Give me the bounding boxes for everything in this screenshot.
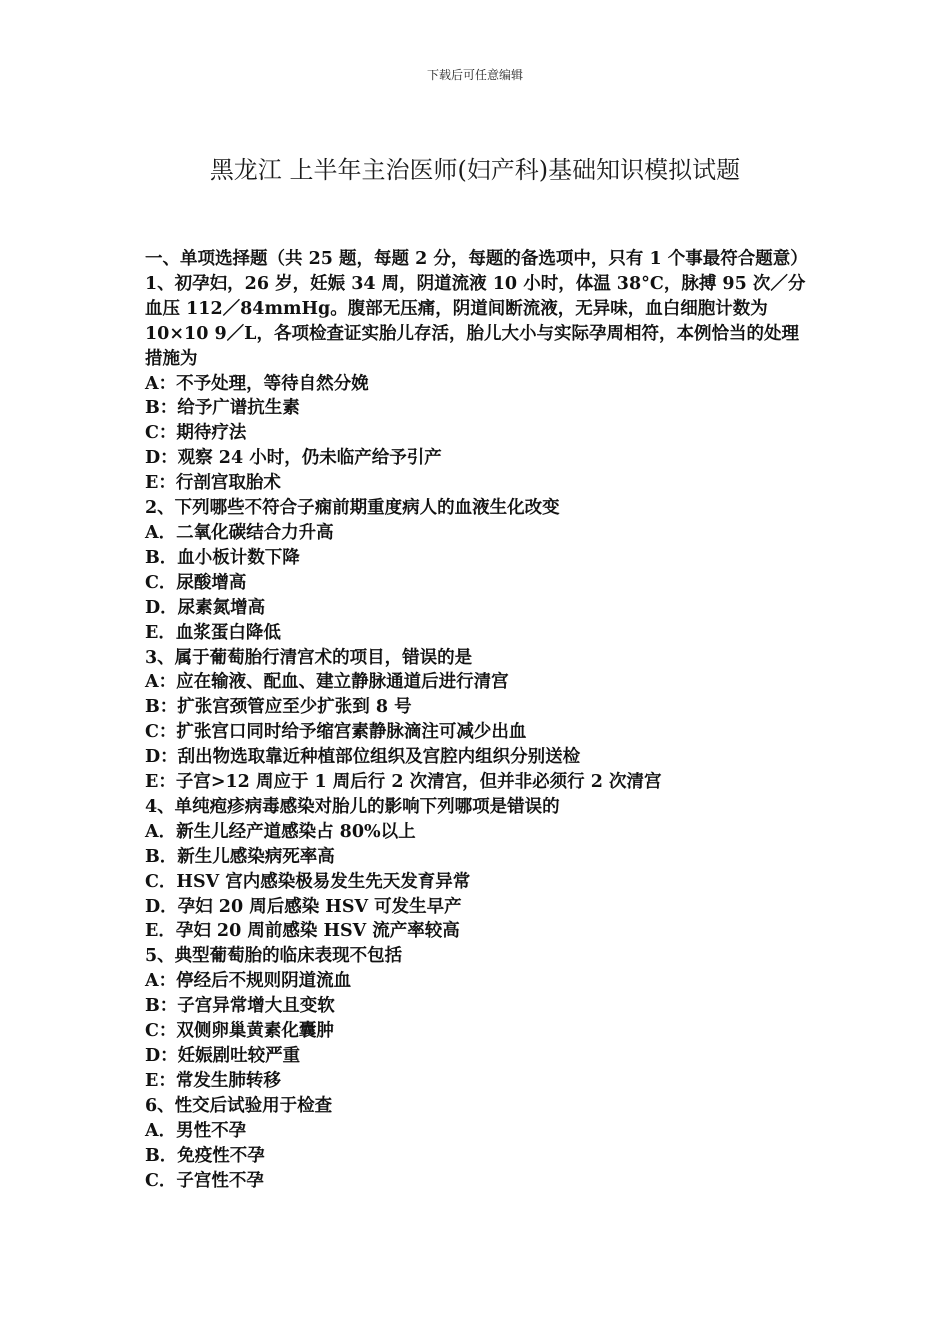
question-5: [145, 944, 810, 1093]
option-b: B．新生儿感染病死率高: [145, 846, 335, 867]
option-a: A：应在输液、配血、建立静脉通道后进行清宫: [145, 672, 509, 693]
option-e: E．孕妇 20 周前感染 HSV 流产率较高: [145, 921, 460, 942]
option-d: D．尿素氮增高: [145, 597, 266, 618]
question-6: [145, 1094, 810, 1194]
question-3: [145, 646, 810, 795]
option-c: C．HSV 宫内感染极易发生先天发育异常: [145, 871, 471, 892]
option-c: C：期待疗法: [145, 423, 247, 444]
option-b: B：子宫异常增大且变软: [145, 996, 335, 1017]
option-a: A．新生儿经产道感染占 80%以上: [145, 821, 416, 842]
option-b: B：扩张宫颈管应至少扩张到 8 号: [145, 697, 412, 718]
option-a: A．二氧化碳结合力升高: [145, 522, 334, 543]
option-b: B．免疫性不孕: [145, 1145, 265, 1166]
question-stem: 4、单纯疱疹病毒感染对胎儿的影响下列哪项是错误的: [145, 796, 560, 817]
option-c: C．尿酸增高: [145, 572, 247, 593]
option-e: E：常发生肺转移: [145, 1070, 281, 1091]
question-stem: 2、下列哪些不符合子痫前期重度病人的血液生化改变: [145, 498, 560, 519]
option-d: D．孕妇 20 周后感染 HSV 可发生早产: [145, 896, 462, 917]
question-stem: 3、属于葡萄胎行清宫术的项目，错误的是: [145, 647, 473, 668]
header-note: 下载后可任意编辑: [426, 68, 523, 82]
option-a: A．男性不孕: [145, 1120, 247, 1141]
option-a: A：停经后不规则阴道流血: [145, 971, 352, 992]
section-heading: 一、单项选择题（共 25 题，每题 2 分，每题的备选项中，只有 1 个事最符合题意）: [145, 249, 808, 269]
option-e: E：子宫>12 周应于 1 周后行 2 次清宫，但并非必须行 2 次清宫: [145, 772, 662, 793]
option-e: E：行剖宫取胎术: [145, 473, 281, 494]
option-b: B．血小板计数下降: [145, 547, 300, 568]
option-c: C．子宫性不孕: [145, 1170, 264, 1191]
question-2: [145, 496, 810, 645]
option-d: D：刮出物选取靠近种植部位组织及宫腔内组织分别送检: [145, 747, 581, 768]
question-stem: 1、初孕妇，26 岁，妊娠 34 周，阴道流液 10 小时，体温 38°C，脉搏 95 次／分血压 112／84mmHg。腹部无压痛，阴道间断流液，无异味，血白细胞计数为 10×10 9／L，各项检查证实胎儿存活，胎儿大小与实际孕周相符，本例恰当的处理措施为: [145, 273, 806, 369]
option-a: A：不予处理，等待自然分娩: [145, 373, 369, 394]
question-stem: 6、性交后试验用于检查: [145, 1095, 333, 1116]
option-d: D：观察 24 小时，仍未临产给予引产: [145, 448, 442, 469]
document-body: [145, 247, 810, 1193]
option-e: E．血浆蛋白降低: [145, 622, 281, 643]
question-4: [145, 795, 810, 944]
option-d: D：妊娠剧吐较严重: [145, 1046, 301, 1066]
option-c: C：扩张宫口同时给予缩宫素静脉滴注可减少出血: [145, 722, 527, 743]
option-b: B：给予广谱抗生素: [145, 398, 300, 419]
question-1: [145, 272, 810, 496]
option-c: C：双侧卵巢黄素化囊肿: [145, 1021, 334, 1042]
question-stem: 5、典型葡萄胎的临床表现不包括: [145, 946, 403, 967]
document-title: 黑龙江 上半年主治医师(妇产科)基础知识模拟试题: [209, 156, 741, 184]
